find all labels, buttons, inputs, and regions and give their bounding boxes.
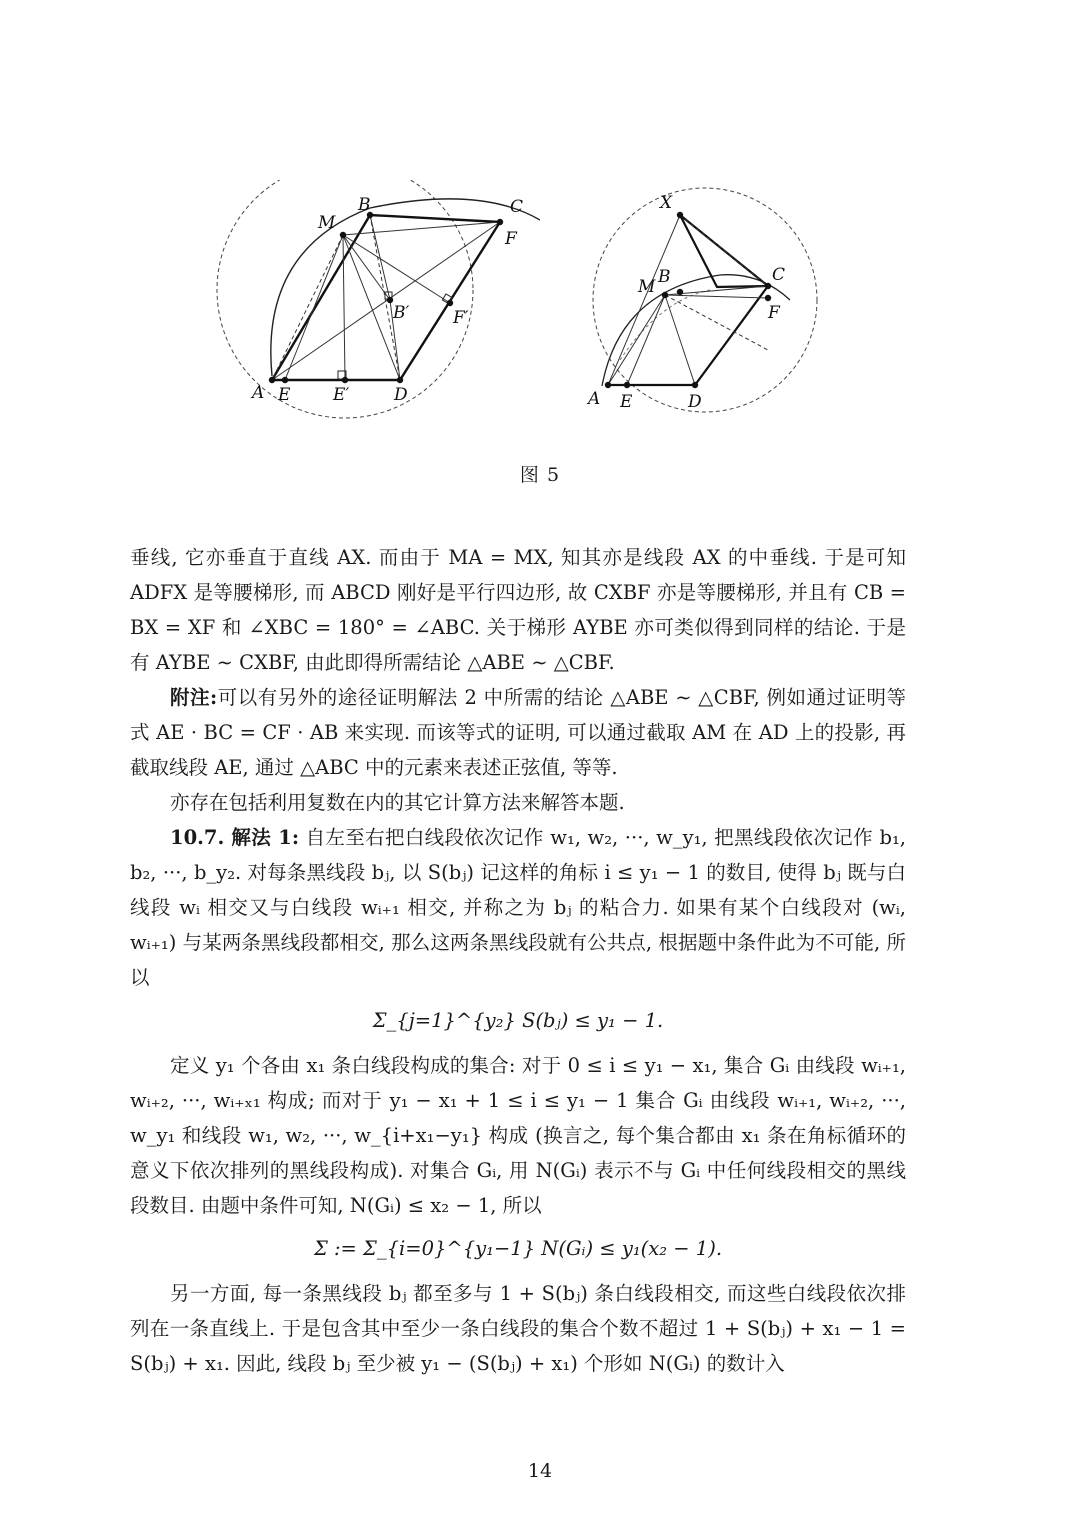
- label-X: X: [660, 193, 673, 213]
- arc: [602, 275, 790, 386]
- note-text: 可以有另外的途径证明解法 2 中所需的结论 △ABE ∼ △CBF, 例如通过证明等式 AE · BC = CF · AB 来实现. 而该等式的证明, 可以通过截取 AM 在 AD 上的投影, 再截取线段 AE, 通过 △ABC 中的元素来表述正弦值, 等等.: [130, 686, 906, 779]
- label-E-prime: E′: [333, 385, 350, 405]
- paragraph-6: 另一方面, 每一条黑线段 bⱼ 都至多与 1 + S(bⱼ) 条白线段相交, 而这些白线段依次排列在一条直线上. 于是包含其中至少一条白线段的集合个数不超过 1 + S(bⱼ) + x₁ − 1 = S(bⱼ) + x₁. 因此, 线段 bⱼ 至少被 y₁ − (S(bⱼ) + x₁) 个形如 N(Gᵢ) 的数计入: [130, 1282, 906, 1375]
- body-text: [130, 540, 906, 1381]
- figure-right-diagram: [540, 180, 880, 420]
- label-M: M: [638, 277, 656, 297]
- figure-caption: 图 5: [519, 464, 561, 486]
- label-A: A: [252, 383, 265, 403]
- label-A: A: [588, 389, 601, 409]
- parallelogram: [272, 215, 500, 380]
- label-D: D: [688, 392, 702, 412]
- label-F-prime: F′: [453, 308, 469, 328]
- label-C: C: [772, 265, 786, 285]
- equation-2: [130, 1231, 906, 1266]
- page-number: 14: [527, 1460, 553, 1482]
- label-D: D: [394, 385, 408, 405]
- equation-1: [130, 1003, 906, 1038]
- label-B: B: [358, 195, 371, 215]
- paragraph-1: 垂线, 它亦垂直于直线 AX. 而由于 MA = MX, 知其亦是线段 AX 的中垂线. 于是可知 ADFX 是等腰梯形, 而 ABCD 刚好是平行四边形, 故 CXBF 亦是等腰梯形, 并且有 CB = BX = XF 和 ∠XBC = 180° = ∠ABC. 关于梯形 AYBE 亦可类似得到同样的结论. 于是有 AYBE ∼ CXBF, 由此即得所需结论 △ABE ∼ △CBF.: [130, 546, 906, 674]
- dashed-circle: [593, 188, 817, 412]
- solution-label: 10.7. 解法 1:: [170, 826, 300, 849]
- figure-5: [200, 180, 880, 420]
- paragraph-3: 亦存在包括利用复数在内的其它计算方法来解答本题.: [170, 791, 625, 814]
- paragraph-5: 定义 y₁ 个各由 x₁ 条白线段构成的集合: 对于 0 ≤ i ≤ y₁ − x₁, 集合 Gᵢ 由线段 wᵢ₊₁, wᵢ₊₂, ···, wᵢ₊ₓ₁ 构成; 而对于 y₁ − x₁ + 1 ≤ i ≤ y₁ − 1 集合 Gᵢ 由线段 wᵢ₊₁, wᵢ₊₂, ···, w_y₁ 和线段 w₁, w₂, ···, w_{i+x₁−y₁} 构成 (换言之, 每个集合都由 x₁ 条在角标循环的意义下依次排列的黑线段构成). 对集合 Gᵢ, 用 N(Gᵢ) 表示不与 Gᵢ 中任何线段相交的黑线段数目. 由题中条件可知, N(Gᵢ) ≤ x₂ − 1, 所以: [130, 1054, 906, 1217]
- label-F: F: [505, 229, 517, 249]
- solution-text: 自左至右把白线段依次记作 w₁, w₂, ···, w_y₁, 把黑线段依次记作 b₁, b₂, ···, b_y₂. 对每条黑线段 bⱼ, 以 S(bⱼ) 记这样的角标 i ≤ y₁ − 1 的数目, 使得 bⱼ 既与白线段 wᵢ 相交又与白线段 wᵢ₊₁ 相交, 并称之为 bⱼ 的粘合力. 如果有某个白线段对 (wᵢ, wᵢ₊₁) 与某两条黑线段都相交, 那么这两条黑线段就有公共点, 根据题中条件此为不可能, 所以: [130, 826, 906, 989]
- label-M: M: [318, 213, 336, 233]
- paragraph-solution: [130, 820, 906, 995]
- label-E: E: [620, 392, 633, 412]
- label-B-prime: B′: [393, 303, 410, 323]
- equation-1-text: Σ_{j=1}^{y₂} S(bⱼ) ≤ y₁ − 1.: [372, 1009, 664, 1032]
- label-F: F: [768, 303, 780, 323]
- figure-left-diagram: [200, 180, 540, 420]
- label-C: C: [510, 197, 524, 217]
- label-B: B: [658, 267, 671, 287]
- label-E: E: [278, 385, 291, 405]
- equation-2-text: Σ := Σ_{i=0}^{y₁−1} N(Gᵢ) ≤ y₁(x₂ − 1).: [313, 1237, 723, 1260]
- note-label: 附注:: [170, 686, 218, 709]
- paragraph-note: [130, 680, 906, 785]
